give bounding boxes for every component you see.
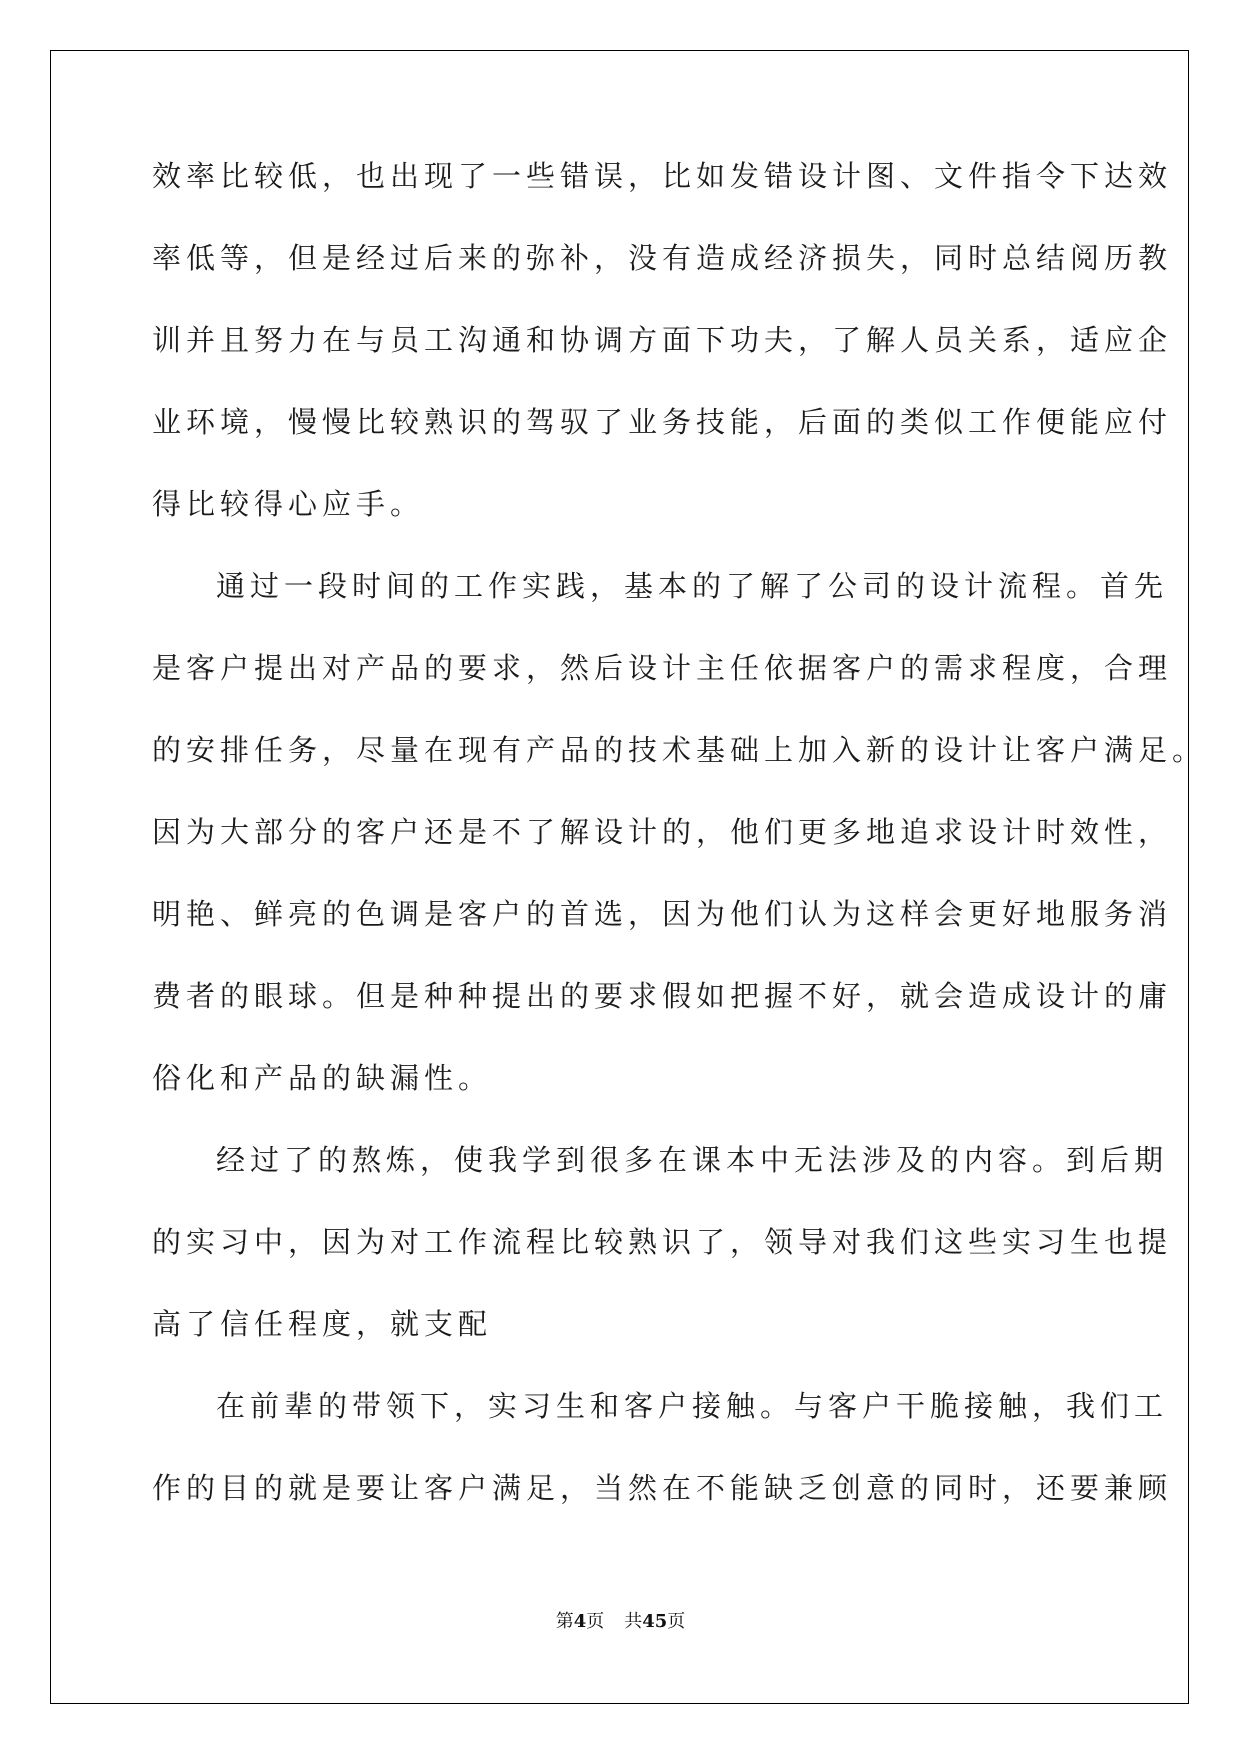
footer-total-suffix: 页 xyxy=(667,1611,686,1632)
text-line: 业环境，慢慢比较熟识的驾驭了业务技能，后面的类似工作便能应付 xyxy=(152,405,1173,439)
text-line: 通过一段时间的工作实践，基本的了解了公司的设计流程。首先 xyxy=(216,569,1169,603)
text-line: 明艳、鲜亮的色调是客户的首选，因为他们认为这样会更好地服务消 xyxy=(152,897,1173,931)
footer-page-suffix: 页 xyxy=(586,1611,605,1632)
page-number: 4 xyxy=(573,1611,587,1632)
text-line: 是客户提出对产品的要求，然后设计主任依据客户的需求程度，合理 xyxy=(152,651,1173,685)
page-footer xyxy=(0,1607,1241,1633)
footer-total-prefix: 共 xyxy=(624,1611,643,1632)
text-line: 训并且努力在与员工沟通和协调方面下功夫，了解人员关系，适应企 xyxy=(152,323,1173,357)
text-line: 率低等，但是经过后来的弥补，没有造成经济损失，同时总结阅历教 xyxy=(152,241,1173,275)
text-line: 的实习中，因为对工作流程比较熟识了，领导对我们这些实习生也提 xyxy=(152,1225,1173,1259)
text-line: 在前辈的带领下，实习生和客户接触。与客户干脆接触，我们工 xyxy=(216,1389,1169,1423)
text-line: 高了信任程度，就支配 xyxy=(152,1307,493,1341)
text-line: 得比较得心应手。 xyxy=(152,487,425,521)
footer-prefix: 第 xyxy=(555,1611,574,1632)
text-line: 经过了的熬炼，使我学到很多在课本中无法涉及的内容。到后期 xyxy=(216,1143,1169,1177)
text-line: 的安排任务，尽量在现有产品的技术基础上加入新的设计让客户满足。 xyxy=(152,733,1207,767)
document-body xyxy=(152,158,1207,1552)
text-line: 作的目的就是要让客户满足，当然在不能缺乏创意的同时，还要兼顾 xyxy=(152,1471,1173,1505)
text-line: 费者的眼球。但是种种提出的要求假如把握不好，就会造成设计的庸 xyxy=(152,979,1173,1013)
total-pages: 45 xyxy=(642,1611,668,1632)
text-line: 俗化和产品的缺漏性。 xyxy=(152,1061,493,1095)
text-line: 因为大部分的客户还是不了解设计的，他们更多地追求设计时效性， xyxy=(152,815,1173,849)
text-line: 效率比较低，也出现了一些错误，比如发错设计图、文件指令下达效 xyxy=(152,159,1173,193)
